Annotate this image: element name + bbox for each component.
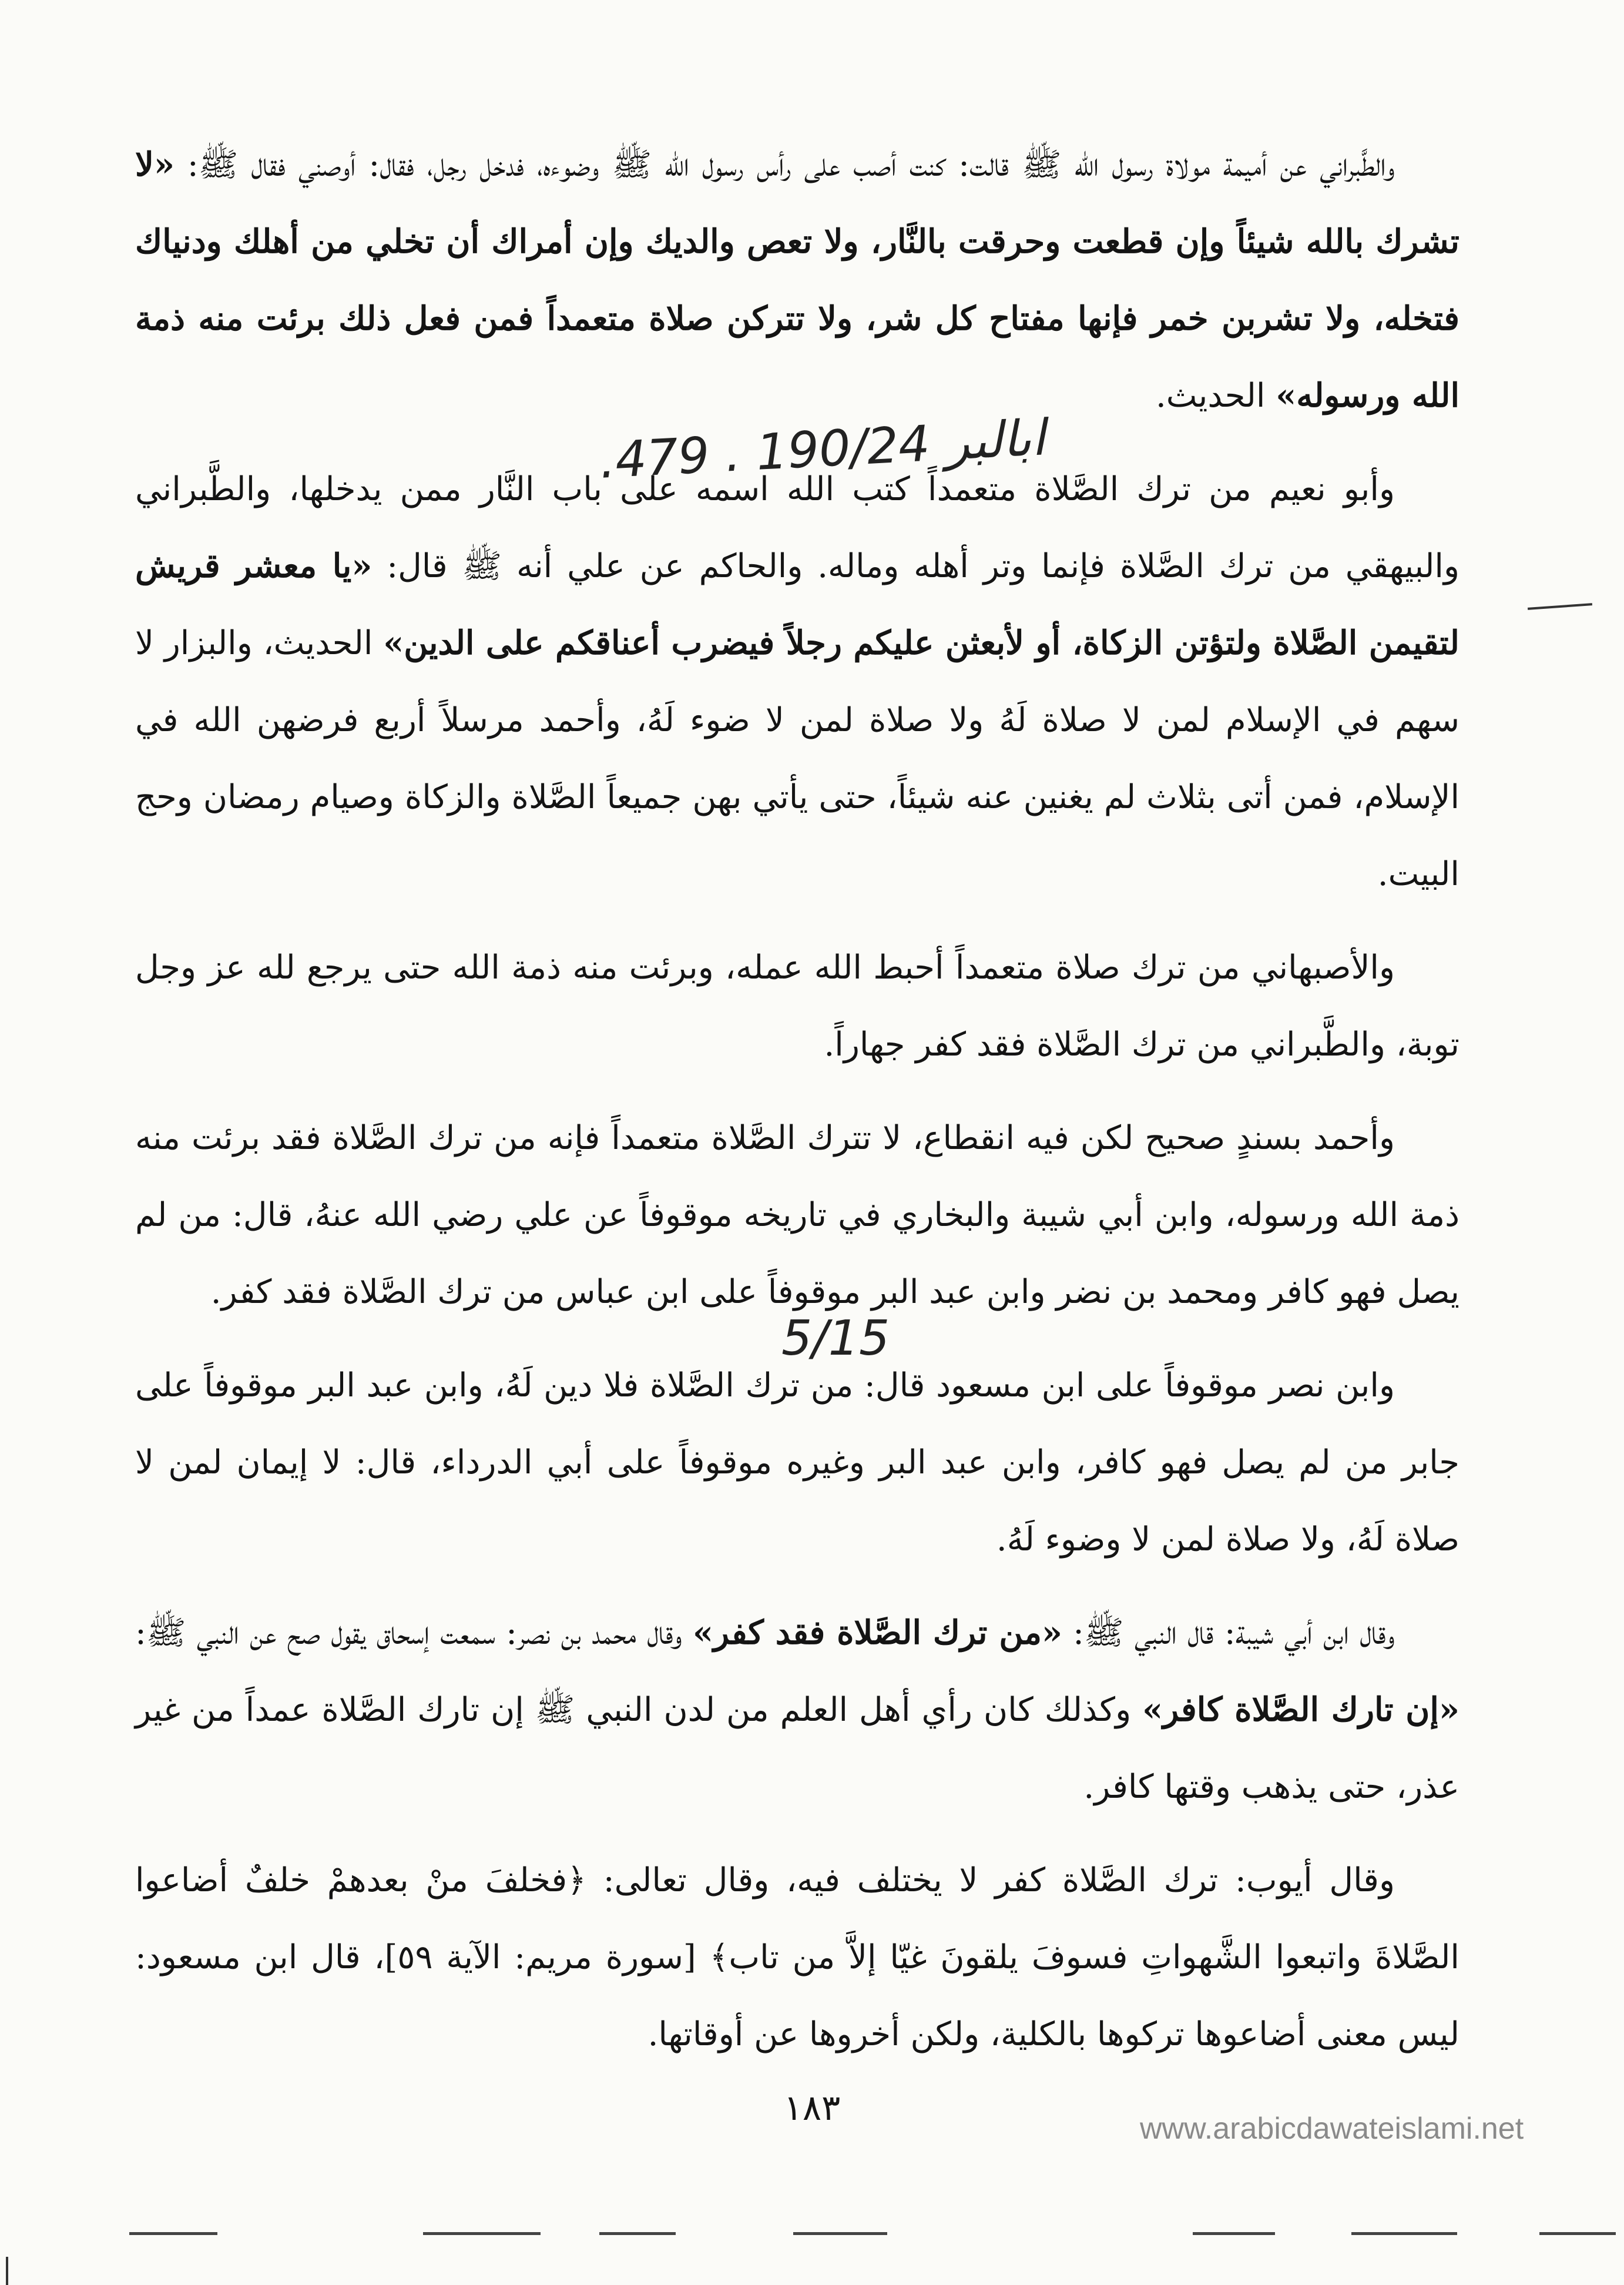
- paragraph: [135, 929, 1459, 1083]
- body-text: [135, 126, 1459, 2089]
- handwritten-note-reference: .479 . 190/24 ابالبر: [598, 408, 1047, 490]
- paragraph-text: وقال ابن أبي شيبة: قال النبي ﷺ:: [1062, 1614, 1395, 1652]
- page-number: ١٨٣: [783, 2088, 841, 2129]
- paragraph: [135, 1842, 1459, 2073]
- footer-rules: [0, 2227, 1624, 2251]
- paragraph-text: وأحمد بسندٍ صحيح لكن فيه انقطاع، لا تترك الصَّلاة متعمداً فإنه من ترك الصَّلاة فقد برئت منه ذمة الله ورسوله، وابن أبي شيبة والبخاري في تاريخه موقوفاً عن علي رضي الله عنهُ، قال: من لم يصل فهو كافر ومحمد بن نضر وابن عبد البر موقوفاً على ابن عباس من ترك الصَّلاة فقد كفر.: [135, 1119, 1460, 1311]
- paragraph-text: وأبو نعيم من ترك الصَّلاة متعمداً كتب الله اسمه على باب النَّار ممن يدخلها، والطَّبراني والبيهقي من ترك الصَّلاة فإنما وتر أهله وماله. والحاكم عن علي أنه ﷺ قال:: [135, 470, 1459, 585]
- paragraph: [135, 126, 1459, 434]
- paragraph: [135, 1347, 1459, 1578]
- hadith-quote: «من ترك الصَّلاة فقد كفر»: [693, 1613, 1062, 1652]
- hadith-quote: «يا معشر قريش لتقيمن الصَّلاة ولتؤتن الزكاة، أو لأبعثن عليكم رجلاً فيضرب أعناقكم على الدين»: [135, 547, 1459, 662]
- paragraph: [135, 1100, 1459, 1331]
- paragraph-text: والأصبهاني من ترك صلاة متعمداً أحبط الله عمله، وبرئت منه ذمة الله حتى يرجع لله عز وجل توبة، والطَّبراني من ترك الصَّلاة فقد كفر جهاراً.: [135, 949, 1459, 1064]
- paragraph-text: وابن نصر موقوفاً على ابن مسعود قال: من ترك الصَّلاة فلا دين لَهُ، وابن عبد البر موقوفاً على جابر من لم يصل فهو كافر، وابن عبد البر وغيره موقوفاً على أبي الدرداء، قال: لا إيمان لمن لا صلاة لَهُ، ولا صلاة لمن لا وضوء لَهُ.: [135, 1366, 1459, 1559]
- paragraph: [135, 451, 1459, 913]
- handwritten-note-margin: 5/15: [781, 1311, 890, 1366]
- edge-mark: [6, 2257, 8, 2285]
- margin-pen-mark: [1528, 603, 1592, 610]
- hadith-quote: «إن تارك الصَّلاة كافر»: [1142, 1690, 1459, 1729]
- watermark-url: www.arabicdawateislami.net: [1140, 2112, 1524, 2146]
- hadith-quote: «لا تشرك بالله شيئاً وإن قطعت وحرقت بالنَّار، ولا تعص والديك وإن أمراك أن تخلي من أهلك ودنياك فتخله، ولا تشربن خمر فإنها مفتاح كل شر، ولا تتركن صلاة متعمداً فمن فعل ذلك برئت منه ذمة الله ورسوله»: [135, 145, 1459, 415]
- paragraph-text: الحديث.: [1155, 377, 1276, 415]
- paragraph-text: وقال أيوب: ترك الصَّلاة كفر لا يختلف فيه، وقال تعالى: ﴿فخلفَ منْ بعدهمْ خلفٌ أضاعوا الصَّلاةَ واتبعوا الشَّهواتِ فسوفَ يلقونَ غيّا إلاَّ من تاب﴾ [سورة مريم: الآية ٥٩]، قال ابن مسعود: ليس معنى أضاعوها تركوها بالكلية، ولكن أخروها عن أوقاتها.: [135, 1861, 1459, 2053]
- paragraph-text: والطَّبراني عن أميمة مولاة رسول الله ﷺ قالت: كنت أصب على رأس رسول الله ﷺ وضوءه، فدخل رجل، فقال: أوصني فقال ﷺ:: [174, 146, 1395, 184]
- paragraph: [135, 1594, 1459, 1825]
- paragraph-text: وكذلك كان رأي أهل العلم من لدن النبي ﷺ إن تارك الصَّلاة عمداً من غير عذر، حتى يذهب وقتها كافر.: [135, 1691, 1459, 1806]
- paragraph-text: الحديث، والبزار لا سهم في الإسلام لمن لا صلاة لَهُ ولا صلاة لمن لا ضوء لَهُ، وأحمد مرسلاً أربع فرضهن الله في الإسلام، فمن أتى بثلاث لم يغنين عنه شيئاً، حتى يأتي بهن جميعاً الصَّلاة والزكاة وصيام رمضان وحج البيت.: [135, 624, 1459, 893]
- paragraph-text: وقال محمد بن نصر: سمعت إسحاق يقول صح عن النبي ﷺ:: [135, 1614, 693, 1652]
